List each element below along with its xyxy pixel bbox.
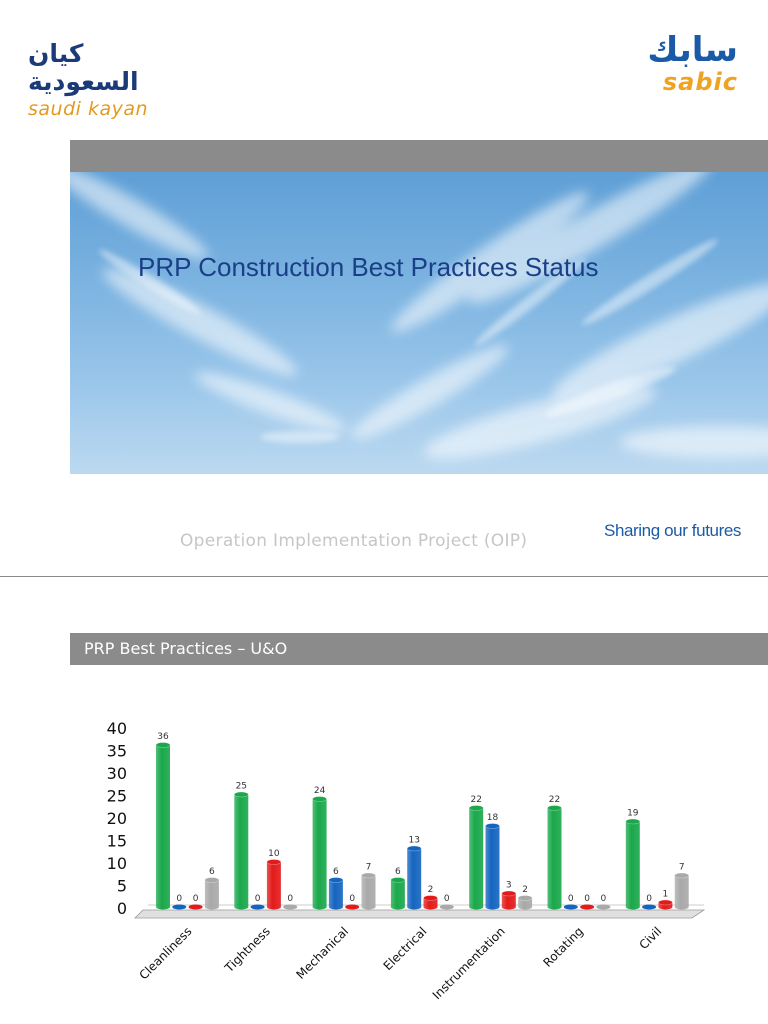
title-header-bar xyxy=(70,140,768,172)
data-label: 22 xyxy=(548,795,561,805)
bar-zero xyxy=(564,905,578,910)
data-label: 0 xyxy=(192,894,199,904)
bar-cap xyxy=(362,873,376,878)
best-practices-bar-chart xyxy=(0,577,768,1024)
bar-cap xyxy=(329,878,343,883)
sabic-logo xyxy=(604,32,738,106)
data-label: 0 xyxy=(443,894,450,904)
bar-cap xyxy=(391,878,405,883)
category-label: Civil xyxy=(636,924,665,953)
data-label: 19 xyxy=(627,808,639,819)
bar xyxy=(596,894,610,910)
bar-body xyxy=(205,880,219,910)
data-label: 7 xyxy=(678,862,685,873)
y-tick-label: 30 xyxy=(106,764,127,783)
bar-cap xyxy=(502,891,516,896)
bar xyxy=(267,849,281,910)
bar-cap xyxy=(486,824,500,829)
logo-left-arabic: كيان السعودية xyxy=(28,39,139,96)
presentation-title: PRP Construction Best Practices Status xyxy=(138,252,599,282)
bar-cap xyxy=(407,846,421,851)
data-label: 0 xyxy=(349,894,356,904)
data-label: 36 xyxy=(157,732,169,742)
bar-body xyxy=(362,876,376,910)
bar xyxy=(675,863,689,910)
data-label: 25 xyxy=(235,781,248,792)
bar-body xyxy=(234,795,248,910)
data-label: 6 xyxy=(209,867,215,877)
data-label: 24 xyxy=(313,786,326,796)
bar xyxy=(407,836,421,910)
bar-cap xyxy=(675,873,689,878)
slide-header-title: PRP Best Practices – U&O xyxy=(84,639,288,658)
bar-body xyxy=(329,880,343,910)
data-label: 7 xyxy=(365,862,372,873)
data-label: 0 xyxy=(254,894,261,904)
bar-cap xyxy=(234,792,248,797)
bar xyxy=(362,863,376,910)
bar-body xyxy=(156,745,170,910)
bar xyxy=(518,885,532,910)
data-label: 18 xyxy=(486,813,499,823)
category-label: Cleanliness xyxy=(136,924,195,983)
bar-zero xyxy=(172,905,186,910)
bar-cap xyxy=(156,743,170,748)
category-label: Instrumentation xyxy=(429,924,508,1003)
bar xyxy=(658,890,672,910)
sky-image xyxy=(70,172,768,474)
bar-cap xyxy=(267,860,281,865)
bar-cap xyxy=(469,806,483,811)
category-label: Mechanical xyxy=(293,924,352,982)
data-label: 2 xyxy=(522,885,528,895)
bar-body xyxy=(675,876,689,910)
chart-floor xyxy=(135,910,704,918)
bar xyxy=(172,894,186,910)
bar xyxy=(283,894,297,910)
data-label: 0 xyxy=(600,894,607,904)
bar-zero xyxy=(345,905,359,910)
y-tick-label: 20 xyxy=(106,809,127,828)
bar-body xyxy=(407,849,421,910)
bar-cap xyxy=(626,819,640,824)
bar-zero xyxy=(283,905,297,910)
y-tick-label: 40 xyxy=(106,719,127,738)
y-tick-label: 25 xyxy=(106,786,127,806)
bar xyxy=(564,894,578,910)
saudi-kayan-logo xyxy=(28,39,158,120)
category-label: Tightness xyxy=(222,924,273,975)
bar-cap xyxy=(548,806,562,811)
bar xyxy=(345,894,359,910)
bar xyxy=(642,894,656,910)
bar xyxy=(486,813,500,910)
bar-zero xyxy=(251,905,265,910)
bar-cap xyxy=(518,896,532,901)
data-label: 22 xyxy=(470,795,482,805)
bar xyxy=(424,885,438,910)
bar-body xyxy=(313,799,327,910)
bar xyxy=(502,881,516,910)
bar-body xyxy=(626,822,640,910)
project-subtitle: Operation Implementation Project (OIP) xyxy=(180,531,528,551)
data-label: 3 xyxy=(505,880,512,891)
bar-zero xyxy=(580,905,594,910)
bar xyxy=(329,867,343,910)
bar xyxy=(469,795,483,910)
bar-cap xyxy=(658,900,672,905)
data-label: 6 xyxy=(333,867,339,877)
bar xyxy=(156,732,170,910)
bar-zero xyxy=(596,905,610,910)
data-label: 10 xyxy=(268,849,280,859)
bar xyxy=(548,795,562,910)
category-label: Electrical xyxy=(380,924,430,974)
bar-cap xyxy=(205,878,219,883)
category-label: Rotating xyxy=(540,924,587,970)
data-label: 2 xyxy=(427,885,434,895)
bar-zero xyxy=(189,905,203,910)
bar-zero xyxy=(642,905,656,910)
bar-body xyxy=(267,862,281,910)
bar xyxy=(580,894,594,910)
bar xyxy=(313,786,327,910)
y-tick-label: 35 xyxy=(106,741,127,761)
data-label: 0 xyxy=(287,894,294,904)
bar xyxy=(626,809,640,910)
bar xyxy=(251,894,265,910)
data-label: 0 xyxy=(176,894,183,904)
bar-zero xyxy=(440,905,454,910)
y-tick-label: 15 xyxy=(106,831,127,851)
chart-slide xyxy=(0,577,768,1024)
bar-body xyxy=(486,826,500,910)
logo-left-latin: saudi kayan xyxy=(28,98,149,120)
data-label: 0 xyxy=(646,894,652,904)
data-label: 0 xyxy=(584,894,590,904)
y-tick-label: 5 xyxy=(116,876,127,896)
data-label: 0 xyxy=(567,894,574,904)
data-label: 6 xyxy=(395,867,401,877)
bar xyxy=(205,867,219,910)
data-label: 1 xyxy=(662,889,669,900)
bar xyxy=(391,867,405,910)
bar-body xyxy=(391,880,405,910)
sabic-tagline: Sharing our futures xyxy=(604,521,741,540)
bar xyxy=(234,782,248,910)
logo-right-latin: sabic xyxy=(662,68,738,96)
bar xyxy=(440,894,454,910)
bar-body xyxy=(548,808,562,910)
bar xyxy=(189,894,203,910)
bar-cap xyxy=(424,896,438,901)
y-tick-label: 0 xyxy=(116,899,127,918)
y-tick-label: 10 xyxy=(106,854,127,873)
data-label: 13 xyxy=(408,835,420,846)
bar-cap xyxy=(313,797,327,802)
bar-body xyxy=(469,808,483,910)
logo-right-arabic: سابك xyxy=(647,30,738,70)
